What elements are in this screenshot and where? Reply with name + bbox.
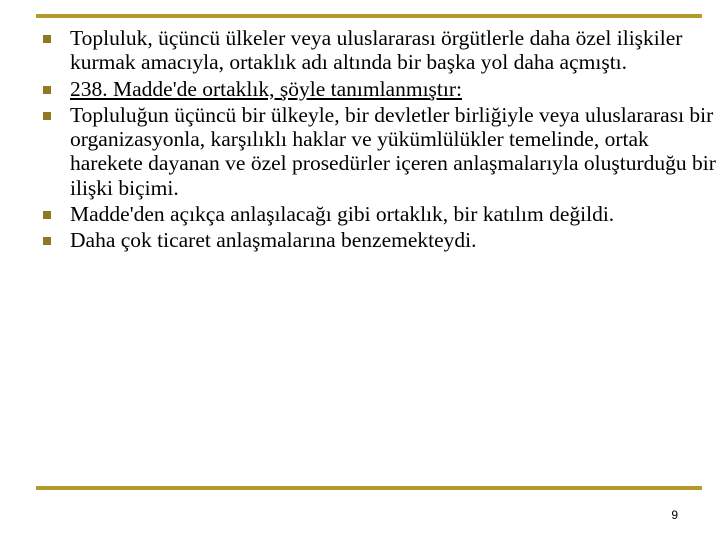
square-bullet-icon (43, 211, 51, 219)
bullet-item (40, 77, 720, 101)
bullet-list (40, 26, 720, 255)
top-divider-rule (36, 14, 702, 18)
bullet-text: 238. Madde'de ortaklık, şöyle tanımlanmıştır: (70, 76, 462, 101)
square-bullet-icon (43, 35, 51, 43)
bullet-text: Daha çok ticaret anlaşmalarına benzemekteydi. (70, 228, 477, 253)
square-bullet-icon (43, 86, 51, 94)
square-bullet-icon (43, 237, 51, 245)
page-number: 9 (671, 508, 678, 522)
bottom-divider-rule (36, 486, 702, 490)
bullet-item (40, 202, 720, 226)
bullet-text: Madde'den açıkça anlaşılacağı gibi ortaklık, bir katılım değildi. (70, 202, 615, 227)
bullet-text: Topluluğun üçüncü bir ülkeyle, bir devletler birliğiyle veya uluslararası bir organizasyonla, karşılıklı haklar ve yükümlülükler temelinde, ortak harekete dayanan ve özel prosedürler içeren anlaşmalarıyla oluşturduğu bir ilişki biçimi. (70, 102, 716, 200)
bullet-item (40, 103, 720, 200)
square-bullet-icon (43, 112, 51, 120)
bullet-item (40, 26, 720, 75)
bullet-item (40, 228, 720, 252)
bullet-text: Topluluk, üçüncü ülkeler veya uluslararası örgütlerle daha özel ilişkiler kurmak amacıyla, ortaklık adı altında bir başka yol daha açmıştı. (70, 26, 683, 75)
